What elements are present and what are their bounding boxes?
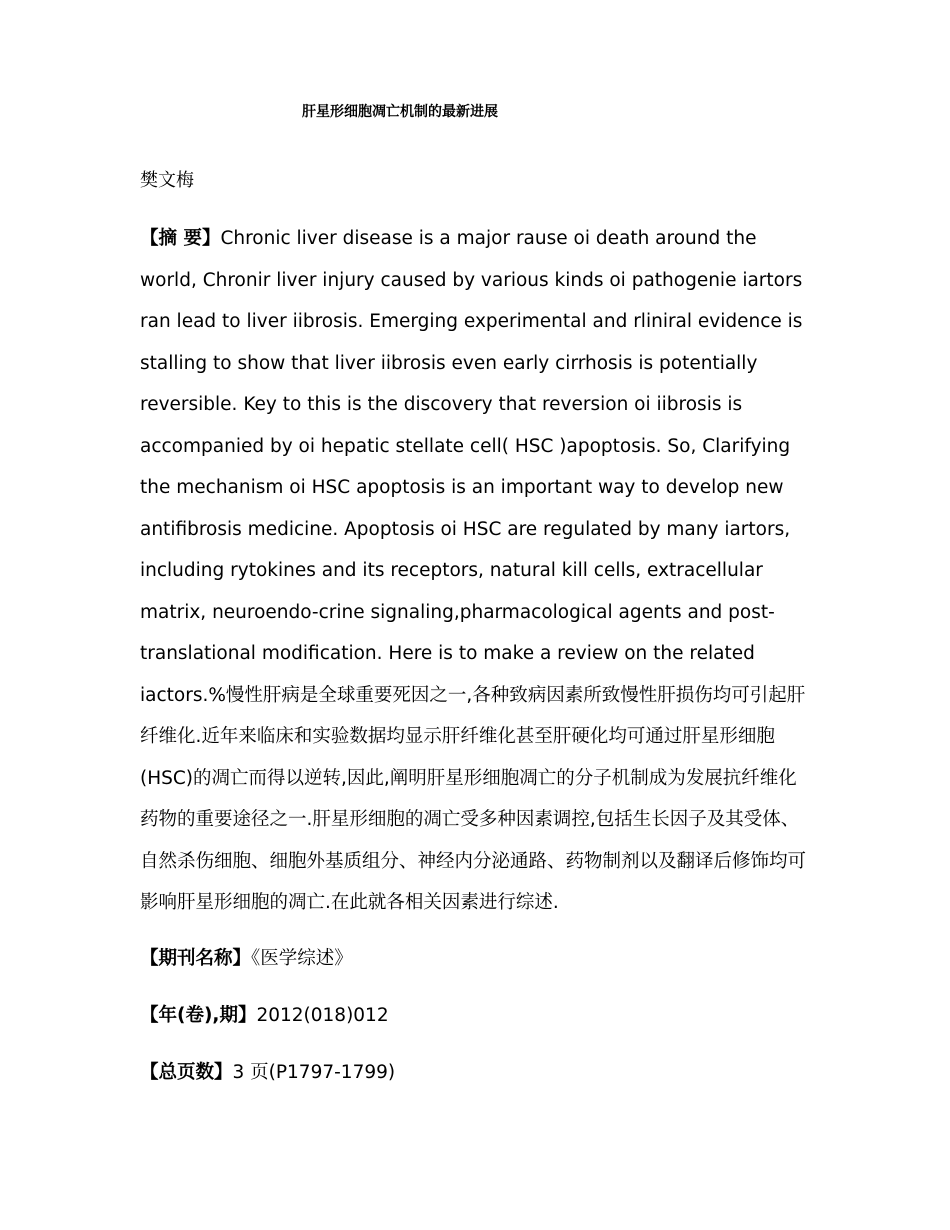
year-volume-issue-value: 2012(018)012	[256, 1005, 389, 1026]
total-pages-line	[140, 1059, 395, 1087]
abstract-paragraph	[140, 218, 812, 924]
year-volume-issue-line	[140, 1002, 389, 1030]
total-pages-value: 3 页(P1797-1799)	[232, 1062, 396, 1083]
abstract-text: Chronic liver disease is a major rause oi death around the world, Chronir liver injury caused by various kinds oi pathogenie iartors ran lead to liver iibrosis. Emerging experimental and rliniral evidence is stalling to show that liver iibrosis even early cirrhosis is potentially reversible. Key to this is the discovery that reversion oi iibrosis is accompanied by oi hepatic stellate cell( HSC )apoptosis. So, Clarifying the mechanism oi HSC apoptosis is an important way to develop new antifibrosis medicine. Apoptosis oi HSC are regulated by many iartors, including rytokines and its receptors, natural kill cells, extracellular matrix, neuroendo-crine signaling,pharmacological agents and post-translational modification. Here is to make a review on the related iactors.%慢性肝病是全球重要死因之一,各种致病因素所致慢性肝损伤均可引起肝纤维化.近年来临床和实验数据均显示肝纤维化甚至肝硬化均可通过肝星形细胞(HSC)的凋亡而得以逆转,因此,阐明肝星形细胞凋亡的分子机制成为发展抗纤维化药物的重要途径之一.肝星形细胞的凋亡受多种因素调控,包括生长因子及其受体、自然杀伤细胞、细胞外基质组分、神经内分泌通路、药物制剂以及翻译后修饰均可影响肝星形细胞的凋亡.在此就各相关因素进行综述.	[140, 228, 807, 913]
year-volume-issue-label: 【年(卷),期】	[140, 1005, 257, 1026]
journal-name-value: 《医学综述》	[251, 948, 353, 969]
author-name: 樊文梅	[140, 170, 194, 191]
document-title: 肝星形细胞凋亡机制的最新进展	[302, 104, 498, 120]
abstract-label: 【摘 要】	[140, 228, 221, 249]
total-pages-label: 【总页数】	[140, 1062, 233, 1083]
journal-name-label: 【期刊名称】	[140, 948, 252, 969]
journal-name-line	[140, 945, 353, 973]
